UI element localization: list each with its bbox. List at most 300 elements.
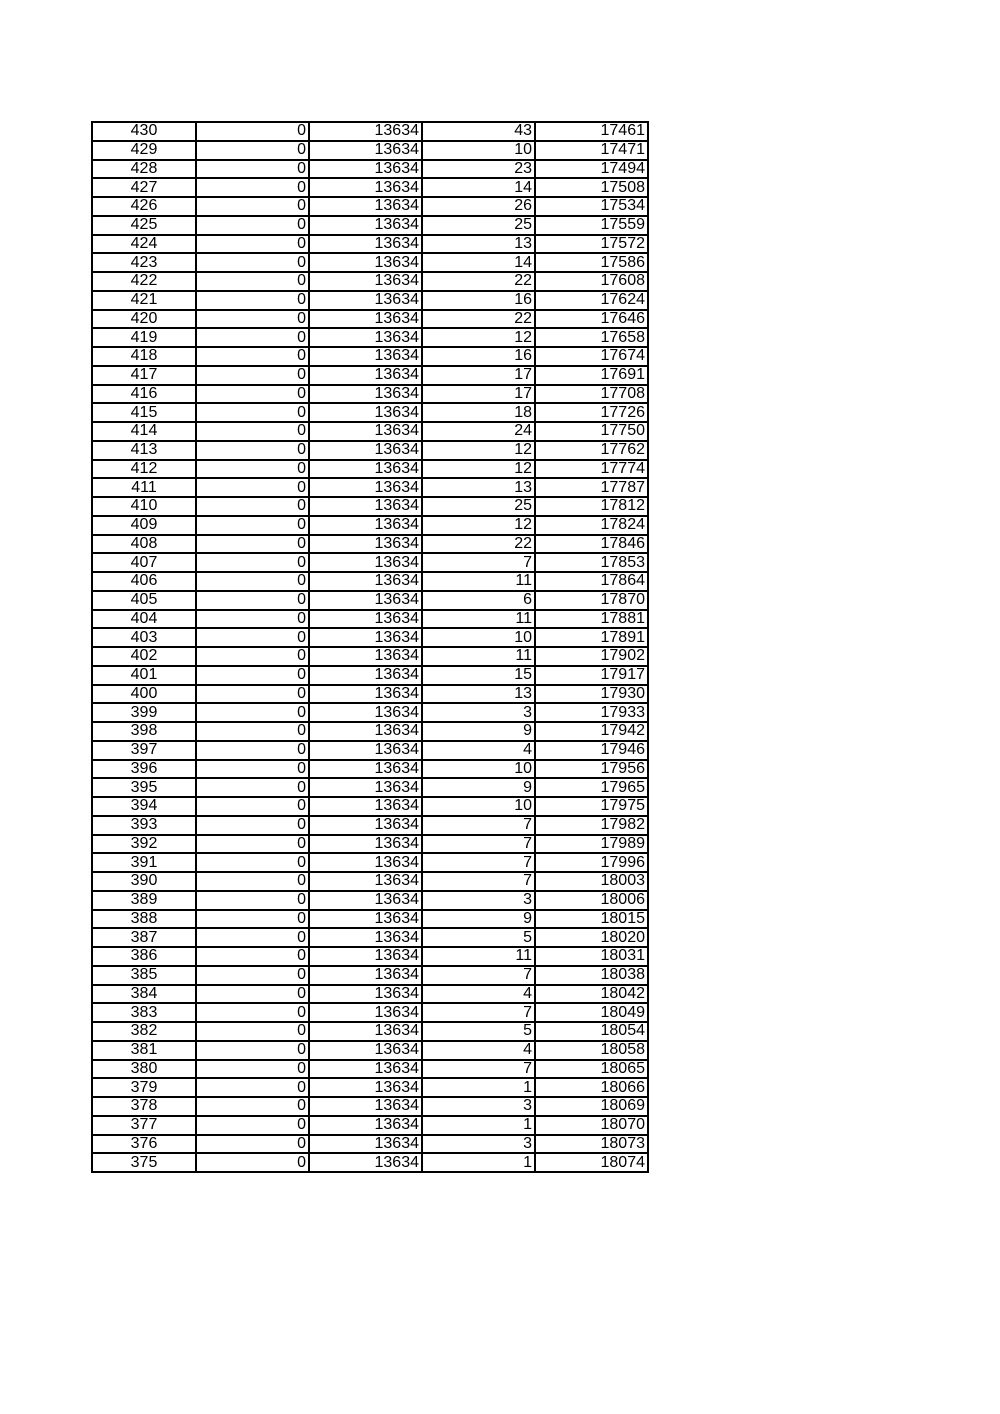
count-a-cell: 0	[196, 722, 309, 741]
score-cell: 417	[92, 366, 196, 385]
count-a-cell: 0	[196, 853, 309, 872]
cumulative-b-cell: 17646	[535, 310, 648, 329]
cumulative-a-cell: 13634	[309, 141, 422, 160]
count-b-cell: 7	[422, 1060, 535, 1079]
cumulative-b-cell: 18073	[535, 1135, 648, 1154]
count-a-cell: 0	[196, 328, 309, 347]
cumulative-a-cell: 13634	[309, 535, 422, 554]
cumulative-a-cell: 13634	[309, 366, 422, 385]
count-a-cell: 0	[196, 1097, 309, 1116]
count-a-cell: 0	[196, 1116, 309, 1135]
score-cell: 400	[92, 685, 196, 704]
table-row	[92, 685, 648, 704]
table-row	[92, 235, 648, 254]
count-b-cell: 3	[422, 703, 535, 722]
cumulative-b-cell: 17787	[535, 478, 648, 497]
score-cell: 407	[92, 553, 196, 572]
count-a-cell: 0	[196, 516, 309, 535]
count-a-cell: 0	[196, 572, 309, 591]
cumulative-a-cell: 13634	[309, 253, 422, 272]
count-b-cell: 23	[422, 160, 535, 179]
cumulative-b-cell: 17762	[535, 441, 648, 460]
count-a-cell: 0	[196, 1153, 309, 1172]
cumulative-a-cell: 13634	[309, 741, 422, 760]
cumulative-b-cell: 17870	[535, 591, 648, 610]
score-cell: 382	[92, 1022, 196, 1041]
count-b-cell: 3	[422, 1097, 535, 1116]
count-b-cell: 12	[422, 460, 535, 479]
score-cell: 394	[92, 797, 196, 816]
count-a-cell: 0	[196, 553, 309, 572]
count-a-cell: 0	[196, 966, 309, 985]
cumulative-a-cell: 13634	[309, 516, 422, 535]
cumulative-a-cell: 13634	[309, 797, 422, 816]
cumulative-a-cell: 13634	[309, 122, 422, 141]
cumulative-a-cell: 13634	[309, 853, 422, 872]
table-row	[92, 610, 648, 629]
score-cell: 429	[92, 141, 196, 160]
cumulative-b-cell: 17586	[535, 253, 648, 272]
table-row	[92, 535, 648, 554]
cumulative-b-cell: 17864	[535, 572, 648, 591]
count-b-cell: 5	[422, 928, 535, 947]
score-cell: 426	[92, 197, 196, 216]
cumulative-b-cell: 17624	[535, 291, 648, 310]
count-a-cell: 0	[196, 910, 309, 929]
table-row	[92, 591, 648, 610]
cumulative-b-cell: 18074	[535, 1153, 648, 1172]
cumulative-a-cell: 13634	[309, 610, 422, 629]
cumulative-b-cell: 17608	[535, 272, 648, 291]
cumulative-a-cell: 13634	[309, 478, 422, 497]
cumulative-a-cell: 13634	[309, 553, 422, 572]
table-row	[92, 872, 648, 891]
table-row	[92, 178, 648, 197]
score-cell: 380	[92, 1060, 196, 1079]
count-b-cell: 25	[422, 216, 535, 235]
count-b-cell: 13	[422, 235, 535, 254]
cumulative-b-cell: 17494	[535, 160, 648, 179]
count-b-cell: 10	[422, 797, 535, 816]
table-row	[92, 253, 648, 272]
cumulative-a-cell: 13634	[309, 647, 422, 666]
table-body	[92, 122, 648, 1172]
score-cell: 397	[92, 741, 196, 760]
count-b-cell: 12	[422, 516, 535, 535]
cumulative-b-cell: 17891	[535, 628, 648, 647]
count-b-cell: 13	[422, 478, 535, 497]
score-cell: 422	[92, 272, 196, 291]
table-row	[92, 347, 648, 366]
cumulative-a-cell: 13634	[309, 403, 422, 422]
count-a-cell: 0	[196, 478, 309, 497]
table-row	[92, 703, 648, 722]
table-row	[92, 1135, 648, 1154]
count-a-cell: 0	[196, 685, 309, 704]
score-cell: 409	[92, 516, 196, 535]
cumulative-a-cell: 13634	[309, 572, 422, 591]
table-row	[92, 835, 648, 854]
count-a-cell: 0	[196, 591, 309, 610]
table-row	[92, 966, 648, 985]
count-b-cell: 22	[422, 535, 535, 554]
cumulative-b-cell: 17750	[535, 422, 648, 441]
cumulative-b-cell: 17812	[535, 497, 648, 516]
cumulative-a-cell: 13634	[309, 835, 422, 854]
score-cell: 415	[92, 403, 196, 422]
count-b-cell: 7	[422, 835, 535, 854]
score-cell: 412	[92, 460, 196, 479]
table-row	[92, 328, 648, 347]
score-cell: 404	[92, 610, 196, 629]
cumulative-b-cell: 17989	[535, 835, 648, 854]
count-b-cell: 17	[422, 366, 535, 385]
table-row	[92, 1097, 648, 1116]
cumulative-a-cell: 13634	[309, 947, 422, 966]
score-cell: 406	[92, 572, 196, 591]
count-a-cell: 0	[196, 1041, 309, 1060]
count-a-cell: 0	[196, 291, 309, 310]
cumulative-b-cell: 17572	[535, 235, 648, 254]
count-a-cell: 0	[196, 160, 309, 179]
cumulative-b-cell: 17982	[535, 816, 648, 835]
count-a-cell: 0	[196, 216, 309, 235]
score-cell: 392	[92, 835, 196, 854]
cumulative-a-cell: 13634	[309, 1041, 422, 1060]
score-cell: 416	[92, 385, 196, 404]
count-a-cell: 0	[196, 985, 309, 1004]
count-a-cell: 0	[196, 122, 309, 141]
count-b-cell: 24	[422, 422, 535, 441]
count-a-cell: 0	[196, 347, 309, 366]
cumulative-b-cell: 17956	[535, 760, 648, 779]
table-row	[92, 572, 648, 591]
count-b-cell: 25	[422, 497, 535, 516]
count-b-cell: 12	[422, 328, 535, 347]
cumulative-a-cell: 13634	[309, 291, 422, 310]
cumulative-a-cell: 13634	[309, 1003, 422, 1022]
cumulative-a-cell: 13634	[309, 1022, 422, 1041]
count-b-cell: 11	[422, 947, 535, 966]
count-b-cell: 26	[422, 197, 535, 216]
count-a-cell: 0	[196, 497, 309, 516]
table-row	[92, 460, 648, 479]
count-b-cell: 1	[422, 1153, 535, 1172]
score-cell: 418	[92, 347, 196, 366]
cumulative-a-cell: 13634	[309, 178, 422, 197]
count-a-cell: 0	[196, 253, 309, 272]
count-a-cell: 0	[196, 928, 309, 947]
table-row	[92, 647, 648, 666]
table-row	[92, 497, 648, 516]
count-b-cell: 5	[422, 1022, 535, 1041]
score-cell: 427	[92, 178, 196, 197]
cumulative-b-cell: 17917	[535, 666, 648, 685]
cumulative-a-cell: 13634	[309, 966, 422, 985]
count-a-cell: 0	[196, 835, 309, 854]
table-row	[92, 891, 648, 910]
count-b-cell: 9	[422, 910, 535, 929]
cumulative-b-cell: 18003	[535, 872, 648, 891]
cumulative-b-cell: 18015	[535, 910, 648, 929]
table-row	[92, 160, 648, 179]
cumulative-a-cell: 13634	[309, 272, 422, 291]
count-a-cell: 0	[196, 647, 309, 666]
count-b-cell: 1	[422, 1116, 535, 1135]
count-a-cell: 0	[196, 141, 309, 160]
count-a-cell: 0	[196, 1003, 309, 1022]
table-row	[92, 553, 648, 572]
score-distribution-table	[91, 121, 649, 1173]
score-cell: 428	[92, 160, 196, 179]
cumulative-b-cell: 18049	[535, 1003, 648, 1022]
count-b-cell: 22	[422, 310, 535, 329]
cumulative-a-cell: 13634	[309, 872, 422, 891]
cumulative-a-cell: 13634	[309, 1116, 422, 1135]
count-b-cell: 3	[422, 891, 535, 910]
count-a-cell: 0	[196, 778, 309, 797]
score-cell: 391	[92, 853, 196, 872]
cumulative-b-cell: 17942	[535, 722, 648, 741]
score-cell: 425	[92, 216, 196, 235]
cumulative-a-cell: 13634	[309, 1153, 422, 1172]
cumulative-a-cell: 13634	[309, 928, 422, 947]
table-row	[92, 910, 648, 929]
count-b-cell: 7	[422, 816, 535, 835]
count-b-cell: 15	[422, 666, 535, 685]
score-cell: 401	[92, 666, 196, 685]
score-cell: 423	[92, 253, 196, 272]
table-row	[92, 853, 648, 872]
count-b-cell: 13	[422, 685, 535, 704]
count-b-cell: 10	[422, 141, 535, 160]
cumulative-b-cell: 18038	[535, 966, 648, 985]
score-cell: 398	[92, 722, 196, 741]
count-b-cell: 4	[422, 985, 535, 1004]
table-row	[92, 272, 648, 291]
score-cell: 395	[92, 778, 196, 797]
count-b-cell: 11	[422, 572, 535, 591]
count-a-cell: 0	[196, 1135, 309, 1154]
cumulative-b-cell: 17946	[535, 741, 648, 760]
cumulative-a-cell: 13634	[309, 891, 422, 910]
table-row	[92, 422, 648, 441]
count-b-cell: 7	[422, 1003, 535, 1022]
cumulative-b-cell: 18006	[535, 891, 648, 910]
count-b-cell: 17	[422, 385, 535, 404]
score-cell: 405	[92, 591, 196, 610]
count-a-cell: 0	[196, 760, 309, 779]
cumulative-a-cell: 13634	[309, 441, 422, 460]
count-b-cell: 9	[422, 722, 535, 741]
count-a-cell: 0	[196, 366, 309, 385]
count-a-cell: 0	[196, 272, 309, 291]
score-cell: 390	[92, 872, 196, 891]
count-a-cell: 0	[196, 1022, 309, 1041]
count-b-cell: 16	[422, 347, 535, 366]
count-a-cell: 0	[196, 1078, 309, 1097]
cumulative-b-cell: 17881	[535, 610, 648, 629]
cumulative-a-cell: 13634	[309, 816, 422, 835]
cumulative-a-cell: 13634	[309, 385, 422, 404]
table-row	[92, 1116, 648, 1135]
cumulative-b-cell: 17559	[535, 216, 648, 235]
count-a-cell: 0	[196, 385, 309, 404]
cumulative-a-cell: 13634	[309, 703, 422, 722]
score-cell: 375	[92, 1153, 196, 1172]
count-b-cell: 43	[422, 122, 535, 141]
cumulative-a-cell: 13634	[309, 1060, 422, 1079]
count-a-cell: 0	[196, 422, 309, 441]
cumulative-a-cell: 13634	[309, 235, 422, 254]
cumulative-a-cell: 13634	[309, 760, 422, 779]
cumulative-a-cell: 13634	[309, 216, 422, 235]
count-b-cell: 7	[422, 553, 535, 572]
count-b-cell: 22	[422, 272, 535, 291]
count-b-cell: 16	[422, 291, 535, 310]
score-cell: 424	[92, 235, 196, 254]
score-cell: 402	[92, 647, 196, 666]
count-a-cell: 0	[196, 872, 309, 891]
score-cell: 399	[92, 703, 196, 722]
cumulative-b-cell: 18070	[535, 1116, 648, 1135]
cumulative-b-cell: 17933	[535, 703, 648, 722]
cumulative-a-cell: 13634	[309, 628, 422, 647]
cumulative-b-cell: 18058	[535, 1041, 648, 1060]
score-cell: 396	[92, 760, 196, 779]
count-b-cell: 10	[422, 628, 535, 647]
count-a-cell: 0	[196, 1060, 309, 1079]
count-b-cell: 6	[422, 591, 535, 610]
cumulative-b-cell: 17691	[535, 366, 648, 385]
cumulative-b-cell: 18042	[535, 985, 648, 1004]
count-a-cell: 0	[196, 891, 309, 910]
score-cell: 379	[92, 1078, 196, 1097]
table-row	[92, 1003, 648, 1022]
cumulative-a-cell: 13634	[309, 722, 422, 741]
score-cell: 387	[92, 928, 196, 947]
cumulative-a-cell: 13634	[309, 347, 422, 366]
cumulative-b-cell: 17975	[535, 797, 648, 816]
cumulative-b-cell: 18031	[535, 947, 648, 966]
count-b-cell: 7	[422, 966, 535, 985]
count-b-cell: 10	[422, 760, 535, 779]
table-row	[92, 1078, 648, 1097]
cumulative-a-cell: 13634	[309, 778, 422, 797]
cumulative-b-cell: 17853	[535, 553, 648, 572]
score-cell: 410	[92, 497, 196, 516]
score-cell: 381	[92, 1041, 196, 1060]
table-row	[92, 216, 648, 235]
count-b-cell: 11	[422, 647, 535, 666]
cumulative-b-cell: 17471	[535, 141, 648, 160]
score-cell: 408	[92, 535, 196, 554]
table-row	[92, 1060, 648, 1079]
cumulative-b-cell: 17996	[535, 853, 648, 872]
table-row	[92, 778, 648, 797]
score-cell: 430	[92, 122, 196, 141]
score-cell: 411	[92, 478, 196, 497]
cumulative-b-cell: 18069	[535, 1097, 648, 1116]
count-b-cell: 14	[422, 178, 535, 197]
table-row	[92, 1153, 648, 1172]
cumulative-b-cell: 18054	[535, 1022, 648, 1041]
table-row	[92, 928, 648, 947]
score-cell: 384	[92, 985, 196, 1004]
count-a-cell: 0	[196, 797, 309, 816]
count-b-cell: 3	[422, 1135, 535, 1154]
cumulative-b-cell: 17708	[535, 385, 648, 404]
cumulative-b-cell: 18065	[535, 1060, 648, 1079]
table-row	[92, 666, 648, 685]
count-a-cell: 0	[196, 816, 309, 835]
table-row	[92, 1022, 648, 1041]
table-row	[92, 985, 648, 1004]
cumulative-b-cell: 17508	[535, 178, 648, 197]
count-a-cell: 0	[196, 403, 309, 422]
cumulative-a-cell: 13634	[309, 666, 422, 685]
cumulative-a-cell: 13634	[309, 985, 422, 1004]
cumulative-b-cell: 17846	[535, 535, 648, 554]
count-b-cell: 4	[422, 741, 535, 760]
score-cell: 377	[92, 1116, 196, 1135]
count-b-cell: 14	[422, 253, 535, 272]
table-row	[92, 366, 648, 385]
score-cell: 388	[92, 910, 196, 929]
cumulative-b-cell: 17902	[535, 647, 648, 666]
score-cell: 385	[92, 966, 196, 985]
count-b-cell: 4	[422, 1041, 535, 1060]
count-a-cell: 0	[196, 628, 309, 647]
table-row	[92, 947, 648, 966]
table-row	[92, 628, 648, 647]
score-cell: 414	[92, 422, 196, 441]
cumulative-a-cell: 13634	[309, 160, 422, 179]
cumulative-b-cell: 17674	[535, 347, 648, 366]
table-row	[92, 1041, 648, 1060]
cumulative-b-cell: 17930	[535, 685, 648, 704]
cumulative-b-cell: 17461	[535, 122, 648, 141]
count-b-cell: 7	[422, 872, 535, 891]
score-cell: 403	[92, 628, 196, 647]
score-cell: 413	[92, 441, 196, 460]
table-row	[92, 741, 648, 760]
cumulative-b-cell: 17726	[535, 403, 648, 422]
count-b-cell: 12	[422, 441, 535, 460]
score-cell: 393	[92, 816, 196, 835]
cumulative-a-cell: 13634	[309, 460, 422, 479]
count-b-cell: 11	[422, 610, 535, 629]
cumulative-a-cell: 13634	[309, 497, 422, 516]
cumulative-b-cell: 17774	[535, 460, 648, 479]
cumulative-b-cell: 17534	[535, 197, 648, 216]
count-b-cell: 1	[422, 1078, 535, 1097]
score-cell: 376	[92, 1135, 196, 1154]
table-row	[92, 516, 648, 535]
score-cell: 389	[92, 891, 196, 910]
count-a-cell: 0	[196, 610, 309, 629]
table-row	[92, 141, 648, 160]
score-cell: 419	[92, 328, 196, 347]
cumulative-a-cell: 13634	[309, 1078, 422, 1097]
cumulative-b-cell: 18020	[535, 928, 648, 947]
cumulative-b-cell: 17965	[535, 778, 648, 797]
table-row	[92, 197, 648, 216]
cumulative-a-cell: 13634	[309, 591, 422, 610]
table-row	[92, 122, 648, 141]
table-row	[92, 385, 648, 404]
table-row	[92, 403, 648, 422]
